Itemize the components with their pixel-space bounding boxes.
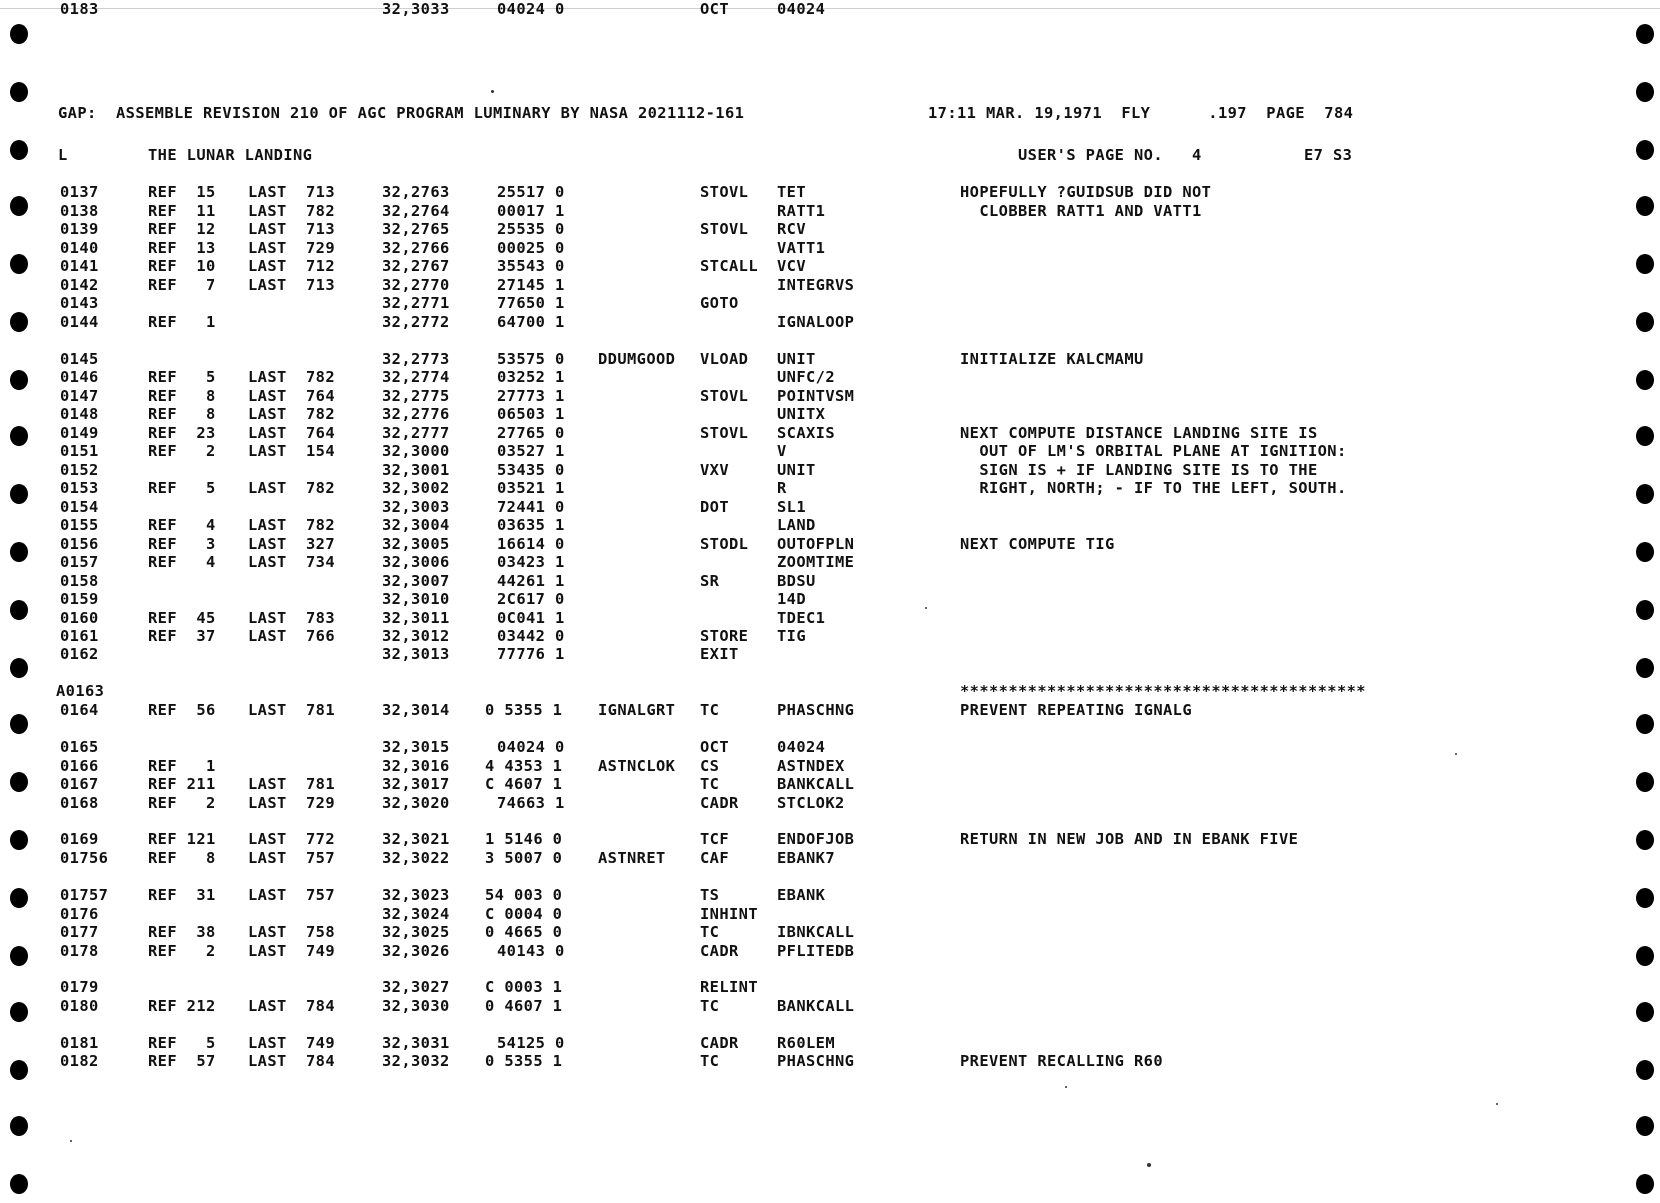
address: 32,2777 [382,424,450,442]
last-ref: LAST 782 [248,368,335,386]
last-ref: LAST 712 [248,257,335,275]
operand: OUTOFPLN [777,535,855,553]
operand: PHASCHNG [777,701,855,719]
opcode: STOVL [700,424,749,442]
address: 32,2770 [382,276,450,294]
opcode: VXV [700,461,729,479]
address: 32,3007 [382,572,450,590]
ref-count: REF 57 [148,1052,216,1070]
opcode: EXIT [700,645,739,663]
ref-count: REF 8 [148,405,216,423]
line-number: 0164 [60,701,99,719]
operand: ASTNDEX [777,757,845,775]
symbol-label: DDUMGOOD [598,350,676,368]
last-ref: LAST 766 [248,627,335,645]
header-timestamp-page: 17:11 MAR. 19,1971 FLY .197 PAGE 784 [928,104,1354,122]
opcode: RELINT [700,978,758,996]
ref-count: REF 56 [148,701,216,719]
operand: TDEC1 [777,609,826,627]
operand: PHASCHNG [777,1052,855,1070]
octal-word: 64700 1 [497,313,565,331]
opcode: CS [700,757,720,775]
address: 32,3006 [382,553,450,571]
octal-word: 00025 0 [497,239,565,257]
line-number: 0177 [60,923,99,941]
operand: EBANK7 [777,849,835,867]
ref-count: REF 2 [148,942,216,960]
comment: PREVENT RECALLING R60 [960,1052,1163,1070]
address: 32,3020 [382,794,450,812]
comment: CLOBBER RATT1 AND VATT1 [960,202,1202,220]
operand: BANKCALL [777,775,855,793]
operand: IBNKCALL [777,923,855,941]
operand: POINTVSM [777,387,855,405]
last-ref: LAST 784 [248,1052,335,1070]
ref-count: REF 31 [148,886,216,904]
address: 32,3000 [382,442,450,460]
last-ref: LAST 782 [248,516,335,534]
last-ref: LAST 782 [248,202,335,220]
last-ref: LAST 782 [248,479,335,497]
print-speck [1065,1086,1067,1088]
octal-word: 0 4665 0 [485,923,563,941]
address: 32,3023 [382,886,450,904]
octal-word: 25535 0 [497,220,565,238]
ebank-indicator: E7 S3 [1304,146,1353,164]
address: 32,3015 [382,738,450,756]
line-number: 0167 [60,775,99,793]
symbol-label: ASTNCLOK [598,757,676,775]
line-number: 0141 [60,257,99,275]
line-number: 0137 [60,183,99,201]
ref-count: REF 1 [148,757,216,775]
octal-word: C 4607 1 [485,775,563,793]
operand: 04024 [777,0,826,18]
address: 32,2775 [382,387,450,405]
line-number: 01757 [60,886,109,904]
opcode: STODL [700,535,749,553]
opcode: TS [700,886,720,904]
line-number: 01756 [60,849,109,867]
operand: PFLITEDB [777,942,855,960]
line-number: 0166 [60,757,99,775]
line-number: 0165 [60,738,99,756]
ref-count: REF 23 [148,424,216,442]
opcode: STOVL [700,220,749,238]
line-number: 0158 [60,572,99,590]
line-number: 0182 [60,1052,99,1070]
ref-count: REF 1 [148,313,216,331]
opcode: STOVL [700,183,749,201]
last-ref: LAST 772 [248,830,335,848]
octal-word: 0 5355 1 [485,1052,563,1070]
operand: VATT1 [777,239,826,257]
line-number: 0159 [60,590,99,608]
address: 32,3021 [382,830,450,848]
line-number: 0180 [60,997,99,1015]
operand: RATT1 [777,202,826,220]
last-ref: LAST 713 [248,220,335,238]
operand: UNITX [777,405,826,423]
octal-word: 2C617 0 [497,590,565,608]
line-number: 0146 [60,368,99,386]
line-number: 0145 [60,350,99,368]
comment: HOPEFULLY ?GUIDSUB DID NOT [960,183,1212,201]
opcode: STCALL [700,257,758,275]
operand: UNIT [777,461,816,479]
last-ref: LAST 783 [248,609,335,627]
address: 32,2764 [382,202,450,220]
operand: VCV [777,257,806,275]
line-number: 0179 [60,978,99,996]
operand: TIG [777,627,806,645]
address: 32,3033 [382,0,450,18]
opcode: CAF [700,849,729,867]
octal-word: 40143 0 [497,942,565,960]
last-ref: LAST 327 [248,535,335,553]
octal-word: 72441 0 [497,498,565,516]
octal-word: 44261 1 [497,572,565,590]
address: 32,3013 [382,645,450,663]
octal-word: 4 4353 1 [485,757,563,775]
line-number: 0181 [60,1034,99,1052]
opcode: CADR [700,1034,739,1052]
octal-word: 0 5355 1 [485,701,563,719]
octal-word: 0 4607 1 [485,997,563,1015]
line-number: 0160 [60,609,99,627]
opcode: TCF [700,830,729,848]
last-ref: LAST 757 [248,886,335,904]
address: 32,2771 [382,294,450,312]
line-number: 0149 [60,424,99,442]
line-number: 0176 [60,905,99,923]
ref-count: REF 11 [148,202,216,220]
operand: R60LEM [777,1034,835,1052]
operand: UNFC/2 [777,368,835,386]
address: 32,2776 [382,405,450,423]
opcode: INHINT [700,905,758,923]
address: 32,2763 [382,183,450,201]
opcode: DOT [700,498,729,516]
ref-count: REF 5 [148,1034,216,1052]
ref-count: REF 212 [148,997,216,1015]
address: 32,2766 [382,239,450,257]
ref-count: REF 15 [148,183,216,201]
address: 32,2767 [382,257,450,275]
print-speck [925,607,927,609]
last-ref: LAST 154 [248,442,335,460]
address: 32,3005 [382,535,450,553]
line-number: 0168 [60,794,99,812]
ref-count: REF 5 [148,479,216,497]
octal-word: 1 5146 0 [485,830,563,848]
octal-word: 27773 1 [497,387,565,405]
line-number: 0151 [60,442,99,460]
operand: INTEGRVS [777,276,855,294]
print-speck [70,1140,72,1142]
header-assembly-line: GAP: ASSEMBLE REVISION 210 OF AGC PROGRAM LUMINARY BY NASA 2021112-161 [58,104,745,122]
ref-count: REF 8 [148,387,216,405]
octal-word: 54 003 0 [485,886,563,904]
octal-word: 03423 1 [497,553,565,571]
ref-count: REF 4 [148,516,216,534]
octal-word: 77650 1 [497,294,565,312]
line-number: A0163 [56,682,105,700]
print-speck [1147,1163,1151,1167]
line-number: 0147 [60,387,99,405]
line-number: 0156 [60,535,99,553]
ref-count: REF 3 [148,535,216,553]
address: 32,3016 [382,757,450,775]
comment: INITIALIZE KALCMAMU [960,350,1144,368]
last-ref: LAST 713 [248,276,335,294]
opcode: TC [700,775,720,793]
line-number: 0178 [60,942,99,960]
ref-count: REF 8 [148,849,216,867]
ref-count: REF 38 [148,923,216,941]
ref-count: REF 13 [148,239,216,257]
octal-word: C 0003 1 [485,978,563,996]
opcode: SR [700,572,720,590]
opcode: STORE [700,627,749,645]
operand: SCAXIS [777,424,835,442]
ref-count: REF 37 [148,627,216,645]
address: 32,3024 [382,905,450,923]
comment: RETURN IN NEW JOB AND IN EBANK FIVE [960,830,1299,848]
operand: TET [777,183,806,201]
ref-count: REF 121 [148,830,216,848]
octal-word: 3 5007 0 [485,849,563,867]
line-number: 0139 [60,220,99,238]
address: 32,3002 [382,479,450,497]
operand: 14D [777,590,806,608]
octal-word: C 0004 0 [485,905,563,923]
address: 32,2772 [382,313,450,331]
octal-word: 00017 1 [497,202,565,220]
opcode: OCT [700,738,729,756]
address: 32,2773 [382,350,450,368]
line-number: 0138 [60,202,99,220]
octal-word: 35543 0 [497,257,565,275]
opcode: VLOAD [700,350,749,368]
address: 32,3032 [382,1052,450,1070]
address: 32,3003 [382,498,450,516]
line-number: 0169 [60,830,99,848]
last-ref: LAST 729 [248,239,335,257]
ref-count: REF 10 [148,257,216,275]
symbol-label: IGNALGRT [598,701,676,719]
operand: BANKCALL [777,997,855,1015]
ref-count: REF 45 [148,609,216,627]
last-ref: LAST 713 [248,183,335,201]
octal-word: 16614 0 [497,535,565,553]
last-ref: LAST 782 [248,405,335,423]
address: 32,3004 [382,516,450,534]
opcode: STOVL [700,387,749,405]
comment: NEXT COMPUTE TIG [960,535,1115,553]
operand: ZOOMTIME [777,553,855,571]
octal-word: 03442 0 [497,627,565,645]
octal-word: 27145 1 [497,276,565,294]
comment: SIGN IS + IF LANDING SITE IS TO THE [960,461,1318,479]
address: 32,3025 [382,923,450,941]
line-number: 0142 [60,276,99,294]
octal-word: 03521 1 [497,479,565,497]
ref-count: REF 211 [148,775,216,793]
print-speck [1455,753,1457,755]
line-number: 0162 [60,645,99,663]
comment: PREVENT REPEATING IGNALG [960,701,1192,719]
ref-count: REF 7 [148,276,216,294]
operand: R [777,479,787,497]
line-number: 0155 [60,516,99,534]
line-number: 0143 [60,294,99,312]
opcode: TC [700,701,720,719]
line-number: 0144 [60,313,99,331]
opcode: CADR [700,794,739,812]
octal-word: 53575 0 [497,350,565,368]
address: 32,3022 [382,849,450,867]
octal-word: 53435 0 [497,461,565,479]
opcode: TC [700,1052,720,1070]
octal-word: 74663 1 [497,794,565,812]
line-number: 0148 [60,405,99,423]
last-ref: LAST 734 [248,553,335,571]
opcode: GOTO [700,294,739,312]
octal-word: 03252 1 [497,368,565,386]
address: 32,2765 [382,220,450,238]
comment: NEXT COMPUTE DISTANCE LANDING SITE IS [960,424,1318,442]
octal-word: 03527 1 [497,442,565,460]
operand: SL1 [777,498,806,516]
opcode: CADR [700,942,739,960]
last-ref: LAST 749 [248,942,335,960]
address: 32,3012 [382,627,450,645]
line-number: 0161 [60,627,99,645]
address: 32,3014 [382,701,450,719]
last-ref: LAST 749 [248,1034,335,1052]
print-speck [491,90,494,93]
operand: STCLOK2 [777,794,845,812]
octal-word: 04024 0 [497,0,565,18]
octal-word: 03635 1 [497,516,565,534]
octal-word: 06503 1 [497,405,565,423]
operand: ENDOFJOB [777,830,855,848]
ref-count: REF 2 [148,442,216,460]
address: 32,3001 [382,461,450,479]
address: 32,3031 [382,1034,450,1052]
last-ref: LAST 757 [248,849,335,867]
last-ref: LAST 729 [248,794,335,812]
header-page-type: L [58,146,68,164]
octal-word: 54125 0 [497,1034,565,1052]
ref-count: REF 4 [148,553,216,571]
opcode: OCT [700,0,729,18]
address: 32,3010 [382,590,450,608]
operand: LAND [777,516,816,534]
last-ref: LAST 781 [248,775,335,793]
last-ref: LAST 764 [248,387,335,405]
operand: BDSU [777,572,816,590]
address: 32,3011 [382,609,450,627]
operand: UNIT [777,350,816,368]
last-ref: LAST 784 [248,997,335,1015]
opcode: TC [700,997,720,1015]
section-title: THE LUNAR LANDING [148,146,313,164]
octal-word: 04024 0 [497,738,565,756]
symbol-label: ASTNRET [598,849,666,867]
line-number: 0154 [60,498,99,516]
octal-word: 0C041 1 [497,609,565,627]
last-ref: LAST 764 [248,424,335,442]
address: 32,3026 [382,942,450,960]
octal-word: 77776 1 [497,645,565,663]
ref-count: REF 12 [148,220,216,238]
operand: IGNALOOP [777,313,855,331]
line-number: 0153 [60,479,99,497]
line-number: 0157 [60,553,99,571]
operand: 04024 [777,738,826,756]
ref-count: REF 2 [148,794,216,812]
line-number: 0140 [60,239,99,257]
print-speck [1496,1103,1498,1105]
operand: V [777,442,787,460]
opcode: TC [700,923,720,941]
comment: ****************************************** [960,682,1366,700]
line-number: 0183 [60,0,99,18]
user-page-number: USER'S PAGE NO. 4 [1018,146,1202,164]
comment: RIGHT, NORTH; - IF TO THE LEFT, SOUTH. [960,479,1347,497]
address: 32,3027 [382,978,450,996]
octal-word: 25517 0 [497,183,565,201]
last-ref: LAST 758 [248,923,335,941]
address: 32,3030 [382,997,450,1015]
address: 32,2774 [382,368,450,386]
operand: EBANK [777,886,826,904]
last-ref: LAST 781 [248,701,335,719]
address: 32,3017 [382,775,450,793]
line-number: 0152 [60,461,99,479]
octal-word: 27765 0 [497,424,565,442]
comment: OUT OF LM'S ORBITAL PLANE AT IGNITION: [960,442,1347,460]
operand: RCV [777,220,806,238]
ref-count: REF 5 [148,368,216,386]
